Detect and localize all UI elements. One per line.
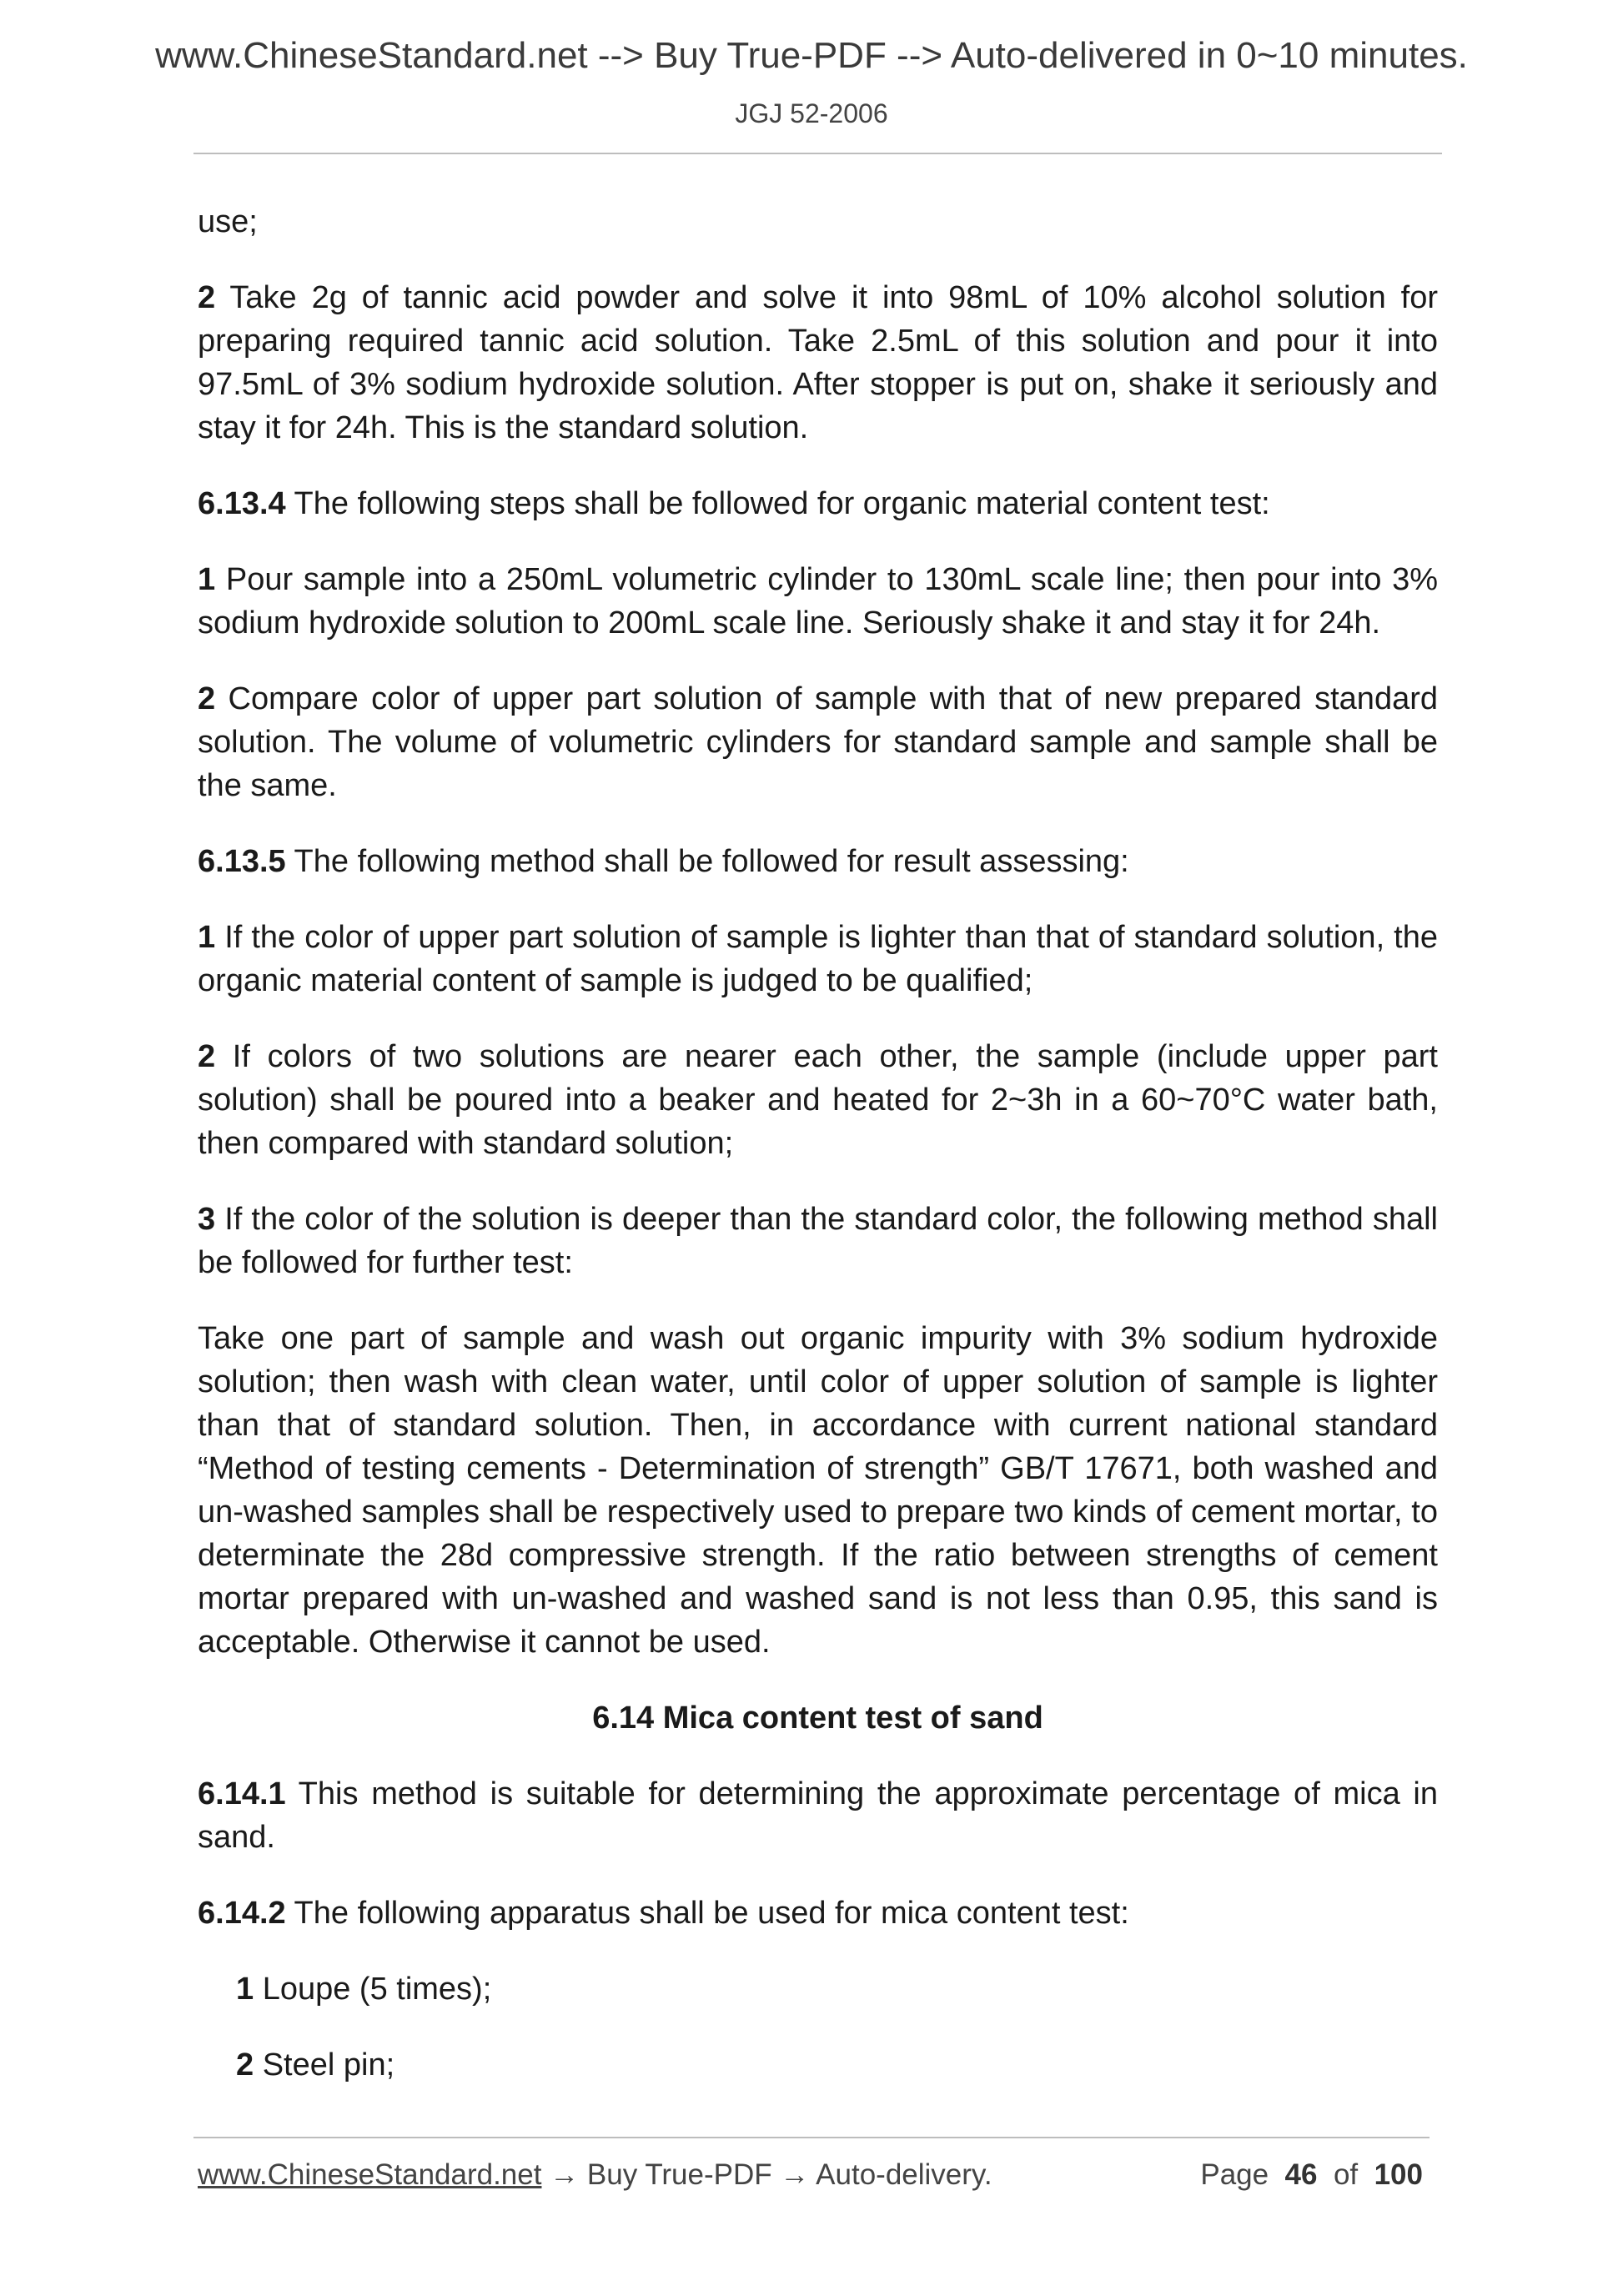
paragraph: use; <box>198 204 258 239</box>
clause-number: 1 <box>198 562 216 597</box>
list-item <box>198 1967 1438 2011</box>
paragraph-text: Take 2g of tannic acid powder and solve it into 98mL of 10% alcohol solution for preparing required tannic acid solution. Take 2.5mL of this solution and pour it into 97.5mL of 3% sodium hydroxide solution. After stopper is put on, shake it seriously and stay it for 24h. This is the standard solution. <box>198 280 1438 445</box>
paragraph: Take one part of sample and wash out organic impurity with 3% sodium hydroxide solution; then wash with clean water, until color of upper solution of sample is lighter than that of standard solution. Then, in accordance with current national standard “Method of testing cements - Determination of strength” GB/T 17671, both washed and un-washed samples shall be respectively used to prepare two kinds of cement mortar, to determinate the 28d compressive strength. If the ratio between strengths of cement mortar prepared with un-washed and washed sand is not less than 0.95, this sand is acceptable. Otherwise it cannot be used. <box>198 1321 1438 1660</box>
clause-number: 6.14.2 <box>198 1896 286 1931</box>
paragraph <box>198 1892 1438 1935</box>
paragraph <box>198 558 1438 645</box>
clause-number: 2 <box>198 1039 216 1074</box>
clause-number: 6.13.4 <box>198 486 286 521</box>
item-text: Steel pin; <box>254 2047 395 2082</box>
paragraph <box>198 677 1438 807</box>
page-indicator <box>1200 2158 1423 2192</box>
paragraph-text: If colors of two solutions are nearer each other, the sample (include upper part solution) shall be poured into a beaker and heated for 2~3h in a 60~70°C water bath, then compared with standard solution; <box>198 1039 1438 1161</box>
total-pages: 100 <box>1374 2158 1423 2191</box>
current-page-number: 46 <box>1284 2158 1318 2191</box>
paragraph-text: Compare color of upper part solution of sample with that of new prepared standard solution. The volume of volumetric cylinders for standard sample and sample shall be the same. <box>198 681 1438 803</box>
document-code: JGJ 52-2006 <box>735 98 888 128</box>
clause-number: 2 <box>198 681 216 716</box>
paragraph <box>198 840 1438 883</box>
paragraph <box>198 1772 1438 1859</box>
clause-number: 1 <box>198 920 216 955</box>
paragraph <box>198 1198 1438 1284</box>
paragraph-text: Pour sample into a 250mL volumetric cylinder to 130mL scale line; then pour into 3% sodium hydroxide solution to 200mL scale line. Seriously shake it and stay it for 24h. <box>198 562 1438 641</box>
footer-site-link[interactable]: www.ChineseStandard.net <box>198 2158 542 2191</box>
paragraph-text: The following method shall be followed for result assessing: <box>285 844 1129 879</box>
of-label: of <box>1333 2158 1359 2191</box>
clause-number: 3 <box>198 1202 216 1237</box>
header-divider <box>193 153 1442 154</box>
paragraph-text: The following steps shall be followed for organic material content test: <box>285 486 1270 521</box>
footer-divider <box>193 2137 1430 2138</box>
page-label: Page <box>1200 2158 1269 2191</box>
paragraph-text: The following apparatus shall be used for mica content test: <box>285 1896 1129 1931</box>
item-number: 1 <box>236 1972 254 2007</box>
paragraph-text: This method is suitable for determining the approximate percentage of mica in sand. <box>198 1776 1438 1855</box>
clause-number: 6.14.1 <box>198 1776 286 1811</box>
item-text: Loupe (5 times); <box>254 1972 492 2007</box>
item-number: 2 <box>236 2047 254 2082</box>
header-banner: www.ChineseStandard.net --> Buy True-PDF --> Auto-delivered in 0~10 minutes. <box>155 35 1468 76</box>
footer-promo <box>198 2158 992 2192</box>
paragraph <box>198 1035 1438 1165</box>
page-content <box>198 200 1438 2119</box>
clause-number: 6.13.5 <box>198 844 286 879</box>
list-item <box>198 2043 1438 2087</box>
section-title: 6.14 Mica content test of sand <box>592 1701 1043 1736</box>
paragraph-text: If the color of upper part solution of sample is lighter than that of standard solution, the organic material content of sample is judged to be qualified; <box>198 920 1438 998</box>
footer-promo-text: → Buy True-PDF → Auto-delivery. <box>541 2158 992 2191</box>
paragraph <box>198 276 1438 450</box>
paragraph-text: If the color of the solution is deeper than the standard color, the following method shall be followed for further test: <box>198 1202 1438 1280</box>
clause-number: 2 <box>198 280 216 315</box>
paragraph <box>198 916 1438 1002</box>
paragraph <box>198 482 1438 525</box>
